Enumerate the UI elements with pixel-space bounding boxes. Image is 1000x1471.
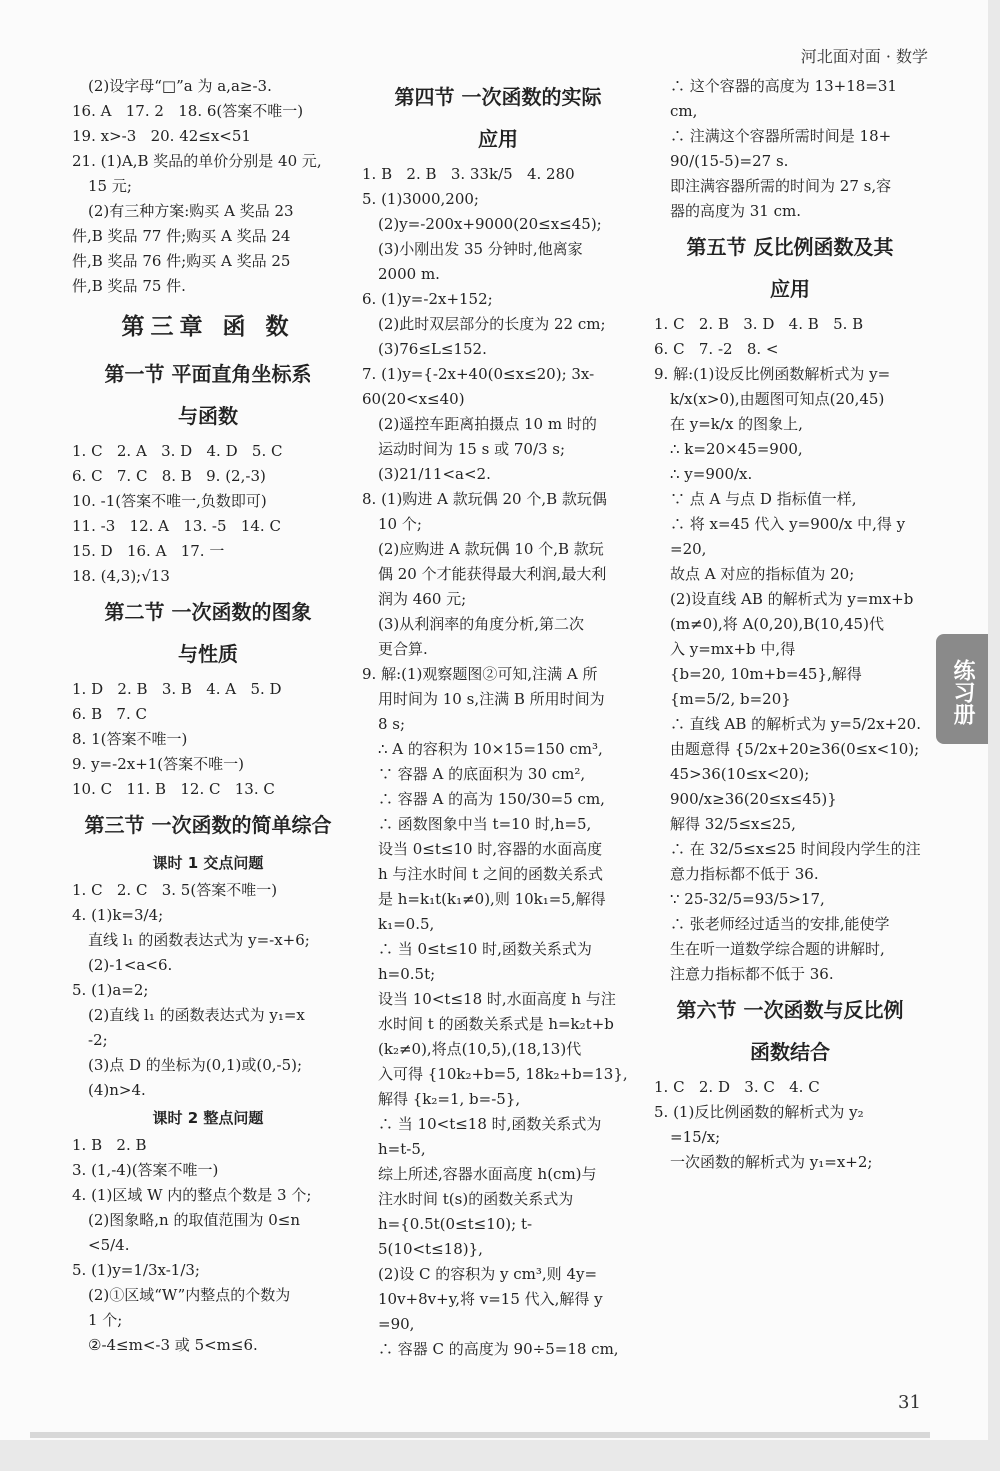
answer-line: 5. (1)反比例函数的解析式为 y₂ <box>654 1103 864 1121</box>
answer-line: 意力指标都不低于 36. <box>670 865 819 883</box>
answer-line: 6. C 7. -2 8. < <box>654 340 779 358</box>
lesson-heading: 课时 2 整点问题 <box>152 1109 264 1127</box>
answer-line: ∴ 函数图象中当 t=10 时,h=5, <box>378 815 592 833</box>
answer-line: 由题意得 {5/2x+20≥36(0≤x<10); 45>36(10≤x<20); 900/x≥36(20≤x≤45)} <box>670 740 924 808</box>
answer-line: k₁=0.5, <box>378 915 435 933</box>
answer-line: h 与注水时间 t 之间的函数关系式 <box>378 865 603 883</box>
answer-line: (k₂≠0),将点(10,5),(18,13)代 <box>378 1040 582 1058</box>
answer-line: h={0.5t(0≤t≤10); t-5(10<t≤18)}, <box>378 1215 533 1258</box>
answer-line: 15 元; <box>88 177 132 195</box>
answer-line: 件,B 奖品 75 件. <box>72 277 186 295</box>
answer-line: 8. 1(答案不唯一) <box>72 730 188 748</box>
answer-line: (2)有三种方案:购买 A 奖品 23 <box>88 202 294 220</box>
answer-line: 8 s; <box>378 715 406 733</box>
answer-line: ②-4≤m<-3 或 5<m≤6. <box>88 1336 258 1354</box>
answer-line: 设当 0≤t≤10 时,容器的水面高度 <box>378 840 603 858</box>
answer-line: 10 个; <box>378 515 422 533</box>
section-tab-label: 练习册 <box>950 659 975 725</box>
answer-line: 用时间为 10 s,注满 B 所用时间为 <box>378 690 605 708</box>
answer-line: 10. -1(答案不唯一,负数即可) <box>72 492 267 510</box>
answer-line: ∴ 注满这个容器所需时间是 18+ <box>670 127 892 145</box>
answer-line: ∴ 容器 C 的高度为 90÷5=18 cm, <box>378 1340 619 1358</box>
answer-column-3 <box>654 74 926 1175</box>
answer-line: (3)从利润率的角度分析,第二次 <box>378 615 585 633</box>
answer-line: 即注满容器所需的时间为 27 s,容 <box>670 177 892 195</box>
answer-line: 水时间 t 的函数关系式是 h=k₂t+b <box>378 1015 614 1033</box>
answer-line: 1. B 2. B 3. 33k/5 4. 280 <box>362 165 575 183</box>
answer-line: (m≠0),将 A(0,20),B(10,45)代 <box>670 615 884 633</box>
answer-line: 8. (1)购进 A 款玩偶 20 个,B 款玩偶 <box>362 490 607 508</box>
answer-line: 11. -3 12. A 13. -5 14. C <box>72 517 281 535</box>
answer-line: ∴ A 的容积为 10×15=150 cm³, <box>378 740 603 758</box>
answer-line: ∴ 张老师经过适当的安排,能使学 <box>670 915 890 933</box>
section-heading: 第一节 平面直角坐标系 <box>104 362 312 386</box>
answer-line: 偶 20 个才能获得最大利润,最大利 <box>378 565 607 583</box>
answer-line: 设当 10<t≤18 时,水面高度 h 与注 <box>378 990 616 1008</box>
section-heading: 与性质 <box>178 642 238 666</box>
answer-line: {b=20, 10m+b=45},解得 {m=5/2, b=20} <box>670 665 867 708</box>
answer-line: 1. C 2. D 3. C 4. C <box>654 1078 820 1096</box>
answer-line: 3. (1,-4)(答案不唯一) <box>72 1161 219 1179</box>
answer-line: (3)21/11<a<2. <box>378 465 491 483</box>
answer-line: =20, <box>670 540 707 558</box>
answer-line: 器的高度为 31 cm. <box>670 202 802 220</box>
answer-line: 7. (1)y={-2x+40(0≤x≤20); 3x-60(20<x≤40) <box>362 365 595 408</box>
bottom-divider <box>30 1432 930 1438</box>
answer-line: k/x(x>0),由题图可知点(20,45) <box>670 390 885 408</box>
answer-line: 4. (1)k=3/4; <box>72 906 164 924</box>
section-tab[interactable] <box>936 634 988 744</box>
section-heading: 第六节 一次函数与反比例 <box>676 998 904 1022</box>
answer-line: (2)遥控车距离拍摄点 10 m 时的 <box>378 415 597 433</box>
section-heading: 第五节 反比例函数及其 <box>686 235 894 259</box>
section-heading: 应用 <box>770 277 810 301</box>
answer-line: 9. 解:(1)设反比例函数解析式为 y= <box>654 365 891 383</box>
answer-line: ∴ 这个容器的高度为 13+18=31 cm, <box>670 77 902 120</box>
answer-line: 9. 解:(1)观察题图②可知,注满 A 所 <box>362 665 598 683</box>
answer-line: ∴ 将 x=45 代入 y=900/x 中,得 y <box>670 515 906 533</box>
answer-line: 1 个; <box>88 1311 123 1329</box>
answer-line: (3)76≤L≤152. <box>378 340 487 358</box>
answer-line: 解得 32/5≤x≤25, <box>670 815 796 833</box>
answer-line: ∴ y=900/x. <box>670 465 753 483</box>
answer-line: (2)①区域“W”内整点的个数为 <box>88 1286 291 1304</box>
answer-line: 10. C 11. B 12. C 13. C <box>72 780 275 798</box>
answer-line: 件,B 奖品 76 件;购买 A 奖品 25 <box>72 252 291 270</box>
answer-line: (2)y=-200x+9000(20≤x≤45); <box>378 215 602 233</box>
answer-line: 综上所述,容器水面高度 h(cm)与 <box>378 1165 597 1183</box>
page-number: 31 <box>898 1392 921 1413</box>
answer-line: 90/(15-5)=27 s. <box>670 152 789 170</box>
chapter-heading: 第三章 函 数 <box>121 314 295 340</box>
answer-line: (2)设 C 的容积为 y cm³,则 4y= <box>378 1265 598 1283</box>
answer-line: =15/x; <box>670 1128 721 1146</box>
answer-line: 6. (1)y=-2x+152; <box>362 290 493 308</box>
answer-line: 21. (1)A,B 奖品的单价分别是 40 元, <box>72 152 322 170</box>
answer-line: 2000 m. <box>378 265 440 283</box>
answer-line: ∵ 容器 A 的底面积为 30 cm², <box>378 765 586 783</box>
answer-line: 5. (1)3000,200; <box>362 190 479 208</box>
answer-line: <5/4. <box>88 1236 130 1254</box>
answer-line: (2)应购进 A 款玩偶 10 个,B 款玩 <box>378 540 604 558</box>
section-heading: 函数结合 <box>750 1040 830 1064</box>
answer-line: 16. A 17. 2 18. 6(答案不唯一) <box>72 102 304 120</box>
answer-line: 5. (1)y=1/3x-1/3; <box>72 1261 200 1279</box>
answer-line: (4)n>4. <box>88 1081 146 1099</box>
answer-column-2 <box>362 74 634 1362</box>
answer-line: ∴ 容器 A 的高为 150/30=5 cm, <box>378 790 605 808</box>
running-head: 河北面对面 · 数学 <box>800 47 928 66</box>
answer-line: ∵ 25-32/5=93/5>17, <box>670 890 825 908</box>
answer-column-1 <box>72 74 344 1358</box>
answer-line: 15. D 16. A 17. 一 <box>72 542 225 560</box>
section-heading: 第二节 一次函数的图象 <box>104 600 312 624</box>
answer-line: h=t-5, <box>378 1140 426 1158</box>
answer-line: 在 y=k/x 的图象上, <box>670 415 803 433</box>
answer-line: 5. (1)a=2; <box>72 981 149 999</box>
answer-line: 10v+8v+y,将 v=15 代入,解得 y <box>378 1290 603 1308</box>
answer-line: 9. y=-2x+1(答案不唯一) <box>72 755 245 773</box>
answer-line: =90, <box>378 1315 415 1333</box>
answer-line: 1. D 2. B 3. B 4. A 5. D <box>72 680 282 698</box>
section-heading: 第四节 一次函数的实际 <box>394 85 602 109</box>
answer-line: 入 y=mx+b 中,得 <box>670 640 796 658</box>
answer-line: 1. C 2. A 3. D 4. D 5. C <box>72 442 283 460</box>
answer-line: (2)设直线 AB 的解析式为 y=mx+b <box>670 590 914 608</box>
answer-line: 是 h=k₁t(k₁≠0),则 10k₁=5,解得 <box>378 890 606 908</box>
answer-line: (2)-1<a<6. <box>88 956 173 974</box>
answer-line: -2; <box>88 1031 108 1049</box>
answer-line: 6. B 7. C <box>72 705 147 723</box>
answer-line: (3)点 D 的坐标为(0,1)或(0,-5); <box>88 1056 303 1074</box>
answer-line: 注水时间 t(s)的函数关系式为 <box>378 1190 574 1208</box>
answer-line: (2)直线 l₁ 的函数表达式为 y₁=x <box>88 1006 305 1024</box>
answer-line: 件,B 奖品 77 件;购买 A 奖品 24 <box>72 227 291 245</box>
lesson-heading: 课时 1 交点问题 <box>152 854 264 872</box>
section-heading: 与函数 <box>178 404 238 428</box>
answer-line: 4. (1)区域 W 内的整点个数是 3 个; <box>72 1186 312 1204</box>
answer-line: (2)图象略,n 的取值范围为 0≤n <box>88 1211 300 1229</box>
answer-line: 1. C 2. B 3. D 4. B 5. B <box>654 315 864 333</box>
answer-line: 故点 A 对应的指标值为 20; <box>670 565 855 583</box>
answer-line: 更合算. <box>378 640 428 658</box>
answer-line: 1. C 2. C 3. 5(答案不唯一) <box>72 881 278 899</box>
answer-line: ∴ 直线 AB 的解析式为 y=5/2x+20. <box>670 715 921 733</box>
section-heading: 应用 <box>478 127 518 151</box>
answer-line: 注意力指标都不低于 36. <box>670 965 834 983</box>
answer-line: 18. (4,3);√13 <box>72 567 170 585</box>
answer-line: ∴ 在 32/5≤x≤25 时间段内学生的注 <box>670 840 921 858</box>
answer-line: 直线 l₁ 的函数表达式为 y=-x+6; <box>88 931 310 949</box>
answer-line: ∵ 点 A 与点 D 指标值一样, <box>670 490 857 508</box>
answer-line: 1. B 2. B <box>72 1136 147 1154</box>
answer-line: ∴ 当 10<t≤18 时,函数关系式为 <box>378 1115 602 1133</box>
answer-line: 6. C 7. C 8. B 9. (2,-3) <box>72 467 266 485</box>
answer-line: 生在听一道数学综合题的讲解时, <box>670 940 885 958</box>
answer-line: 润为 460 元; <box>378 590 467 608</box>
answer-line: ∴ 当 0≤t≤10 时,函数关系式为 <box>378 940 592 958</box>
answer-line: (2)此时双层部分的长度为 22 cm; <box>378 315 606 333</box>
answer-line: 19. x>-3 20. 42≤x<51 <box>72 127 251 145</box>
answer-line: 入可得 {10k₂+b=5, 18k₂+b=13},解得 {k₂=1, b=-5}, <box>378 1065 628 1108</box>
answer-line: 运动时间为 15 s 或 70/3 s; <box>378 440 566 458</box>
answer-line: ∴ k=20×45=900, <box>670 440 803 458</box>
section-heading: 第三节 一次函数的简单综合 <box>84 813 332 837</box>
answer-line: (2)设字母“□”a 为 a,a≥-3. <box>88 77 272 95</box>
answer-line: 一次函数的解析式为 y₁=x+2; <box>670 1153 873 1171</box>
answer-line: h=0.5t; <box>378 965 436 983</box>
answer-line: (3)小刚出发 35 分钟时,他离家 <box>378 240 583 258</box>
